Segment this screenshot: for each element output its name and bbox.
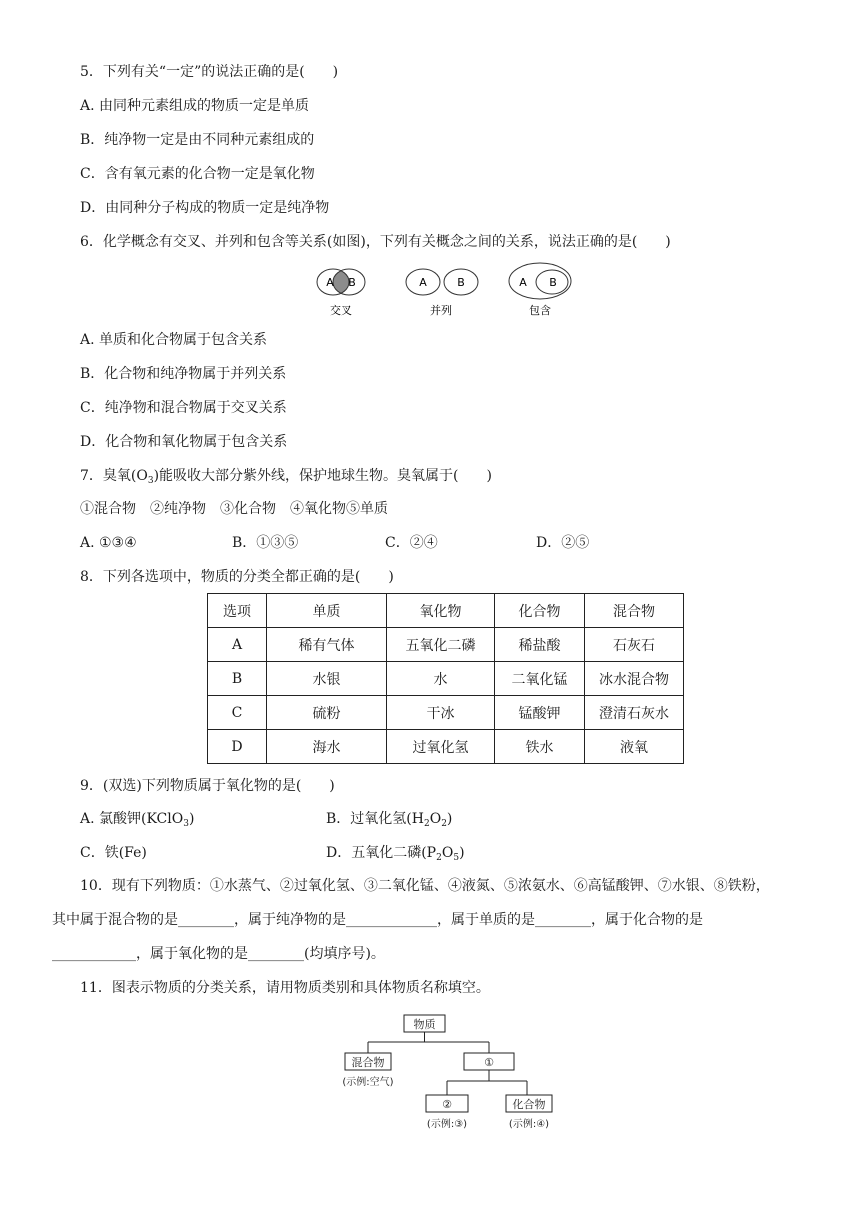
q6-option-c: C．纯净物和混合物属于交叉关系: [80, 400, 287, 416]
intersect-label-a: A: [326, 276, 334, 289]
intersect-caption: 交叉: [330, 304, 352, 317]
q7-option-c: C．②④: [385, 535, 438, 551]
tree-mixture-label: 混合物: [351, 1056, 385, 1069]
table-cell: 五氧化二磷: [387, 628, 495, 662]
table-cell: 水: [387, 662, 495, 696]
q6-stem: 6．化学概念有交叉、并列和包含等关系(如图)，下列有关概念之间的关系，说法正确的是( ): [80, 234, 671, 250]
table-cell: B: [208, 662, 267, 696]
tree-compound-label: 化合物: [512, 1098, 546, 1111]
tree-blank-1-label: ①: [484, 1056, 494, 1069]
table-header-cell: 单质: [267, 594, 387, 628]
tree-mixture-example: (示例:空气): [342, 1077, 394, 1088]
tree-root-label: 物质: [413, 1018, 436, 1031]
tree-blank-2-example: (示例:③): [426, 1119, 468, 1130]
q5-option-a: A. 由同种元素组成的物质一定是单质: [80, 98, 310, 114]
table-cell: 石灰石: [585, 628, 684, 662]
table-cell: 稀有气体: [267, 628, 387, 662]
q9-option-d: D．五氧化二磷$(P_2O_5)$: [326, 845, 465, 863]
table-cell: 澄清石灰水: [585, 696, 684, 730]
q7-stem: 7．臭氧$(O_3)$能吸收大部分紫外线，保护地球生物。臭氧属于( ): [80, 468, 492, 486]
table-cell: 干冰: [387, 696, 495, 730]
q5-option-d: D．由同种分子构成的物质一定是纯净物: [80, 200, 330, 216]
table-cell: 水银: [267, 662, 387, 696]
q6-option-a: A. 单质和化合物属于包含关系: [80, 332, 268, 348]
q6-option-d: D．化合物和氧化物属于包含关系: [80, 434, 288, 450]
intersect-label-b: B: [348, 276, 356, 289]
table-row: [208, 662, 684, 696]
contain-label-a: A: [519, 276, 527, 289]
tree-blank-2-label: ②: [442, 1098, 452, 1111]
table-header-row: [208, 594, 684, 628]
table-cell: 液氧: [585, 730, 684, 764]
table-cell: 硫粉: [267, 696, 387, 730]
q9-stem: 9．(双选)下列物质属于氧化物的是( ): [80, 778, 335, 794]
tree-compound-example: (示例:④): [508, 1119, 550, 1130]
table-header-cell: 氧化物: [387, 594, 495, 628]
q9-option-b: B．过氧化氢$(H_2O_2)$: [326, 811, 453, 829]
table-cell: D: [208, 730, 267, 764]
parallel-diagram: [406, 269, 478, 317]
contain-diagram: [509, 263, 571, 317]
contain-caption: 包含: [529, 304, 551, 317]
q11-stem: 11．图表示物质的分类关系，请用物质类别和具体物质名称填空。: [80, 980, 490, 996]
contain-label-b: B: [549, 276, 557, 289]
table-cell: 铁水: [495, 730, 585, 764]
classification-table: [207, 593, 684, 764]
q6-option-b: B．化合物和纯净物属于并列关系: [80, 366, 287, 382]
table-cell: 冰水混合物: [585, 662, 684, 696]
table-cell: 过氧化氢: [387, 730, 495, 764]
table-cell: A: [208, 628, 267, 662]
parallel-label-b: B: [457, 276, 465, 289]
q9-option-c: C．铁(Fe): [80, 845, 147, 861]
relation-venn-figure: [300, 262, 600, 320]
q5-option-b: B．纯净物一定是由不同种元素组成的: [80, 132, 315, 148]
q10-line-3: ____________，属于氧化物的是________(均填序号)。: [52, 946, 385, 962]
table-cell: 稀盐酸: [495, 628, 585, 662]
parallel-label-a: A: [419, 276, 427, 289]
table-cell: 海水: [267, 730, 387, 764]
q7-option-b: B．①③⑤: [232, 535, 299, 551]
q10-line-1: 10．现有下列物质：①水蒸气、②过氧化氢、③二氧化锰、④液氮、⑤浓氨水、⑥高锰酸钾、⑦水银、⑧铁粉，: [80, 878, 770, 894]
table-row: [208, 696, 684, 730]
q10-line-2: 其中属于混合物的是________，属于纯净物的是_____________，属于单质的是________，属于化合物的是: [52, 912, 703, 928]
q9-option-a: A. 氯酸钾(KClO$_3$): [80, 811, 195, 829]
intersect-diagram: [317, 269, 365, 317]
table-row: [208, 628, 684, 662]
q5-option-c: C．含有氧元素的化合物一定是氧化物: [80, 166, 315, 182]
table-header-cell: 选项: [208, 594, 267, 628]
q7-option-a: A. ①③④: [80, 535, 137, 551]
table-cell: 锰酸钾: [495, 696, 585, 730]
q8-stem: 8．下列各选项中，物质的分类全都正确的是( ): [80, 569, 394, 585]
table-cell: C: [208, 696, 267, 730]
q5-stem: 5．下列有关“一定”的说法正确的是( ): [80, 64, 339, 80]
table-header-cell: 化合物: [495, 594, 585, 628]
table-cell: 二氧化锰: [495, 662, 585, 696]
classification-tree-diagram: [330, 1008, 570, 1134]
table-header-cell: 混合物: [585, 594, 684, 628]
q7-option-d: D．②⑤: [536, 535, 590, 551]
table-row: [208, 730, 684, 764]
parallel-caption: 并列: [430, 304, 452, 317]
q7-items: ①混合物 ②纯净物 ③化合物 ④氧化物⑤单质: [80, 501, 388, 517]
